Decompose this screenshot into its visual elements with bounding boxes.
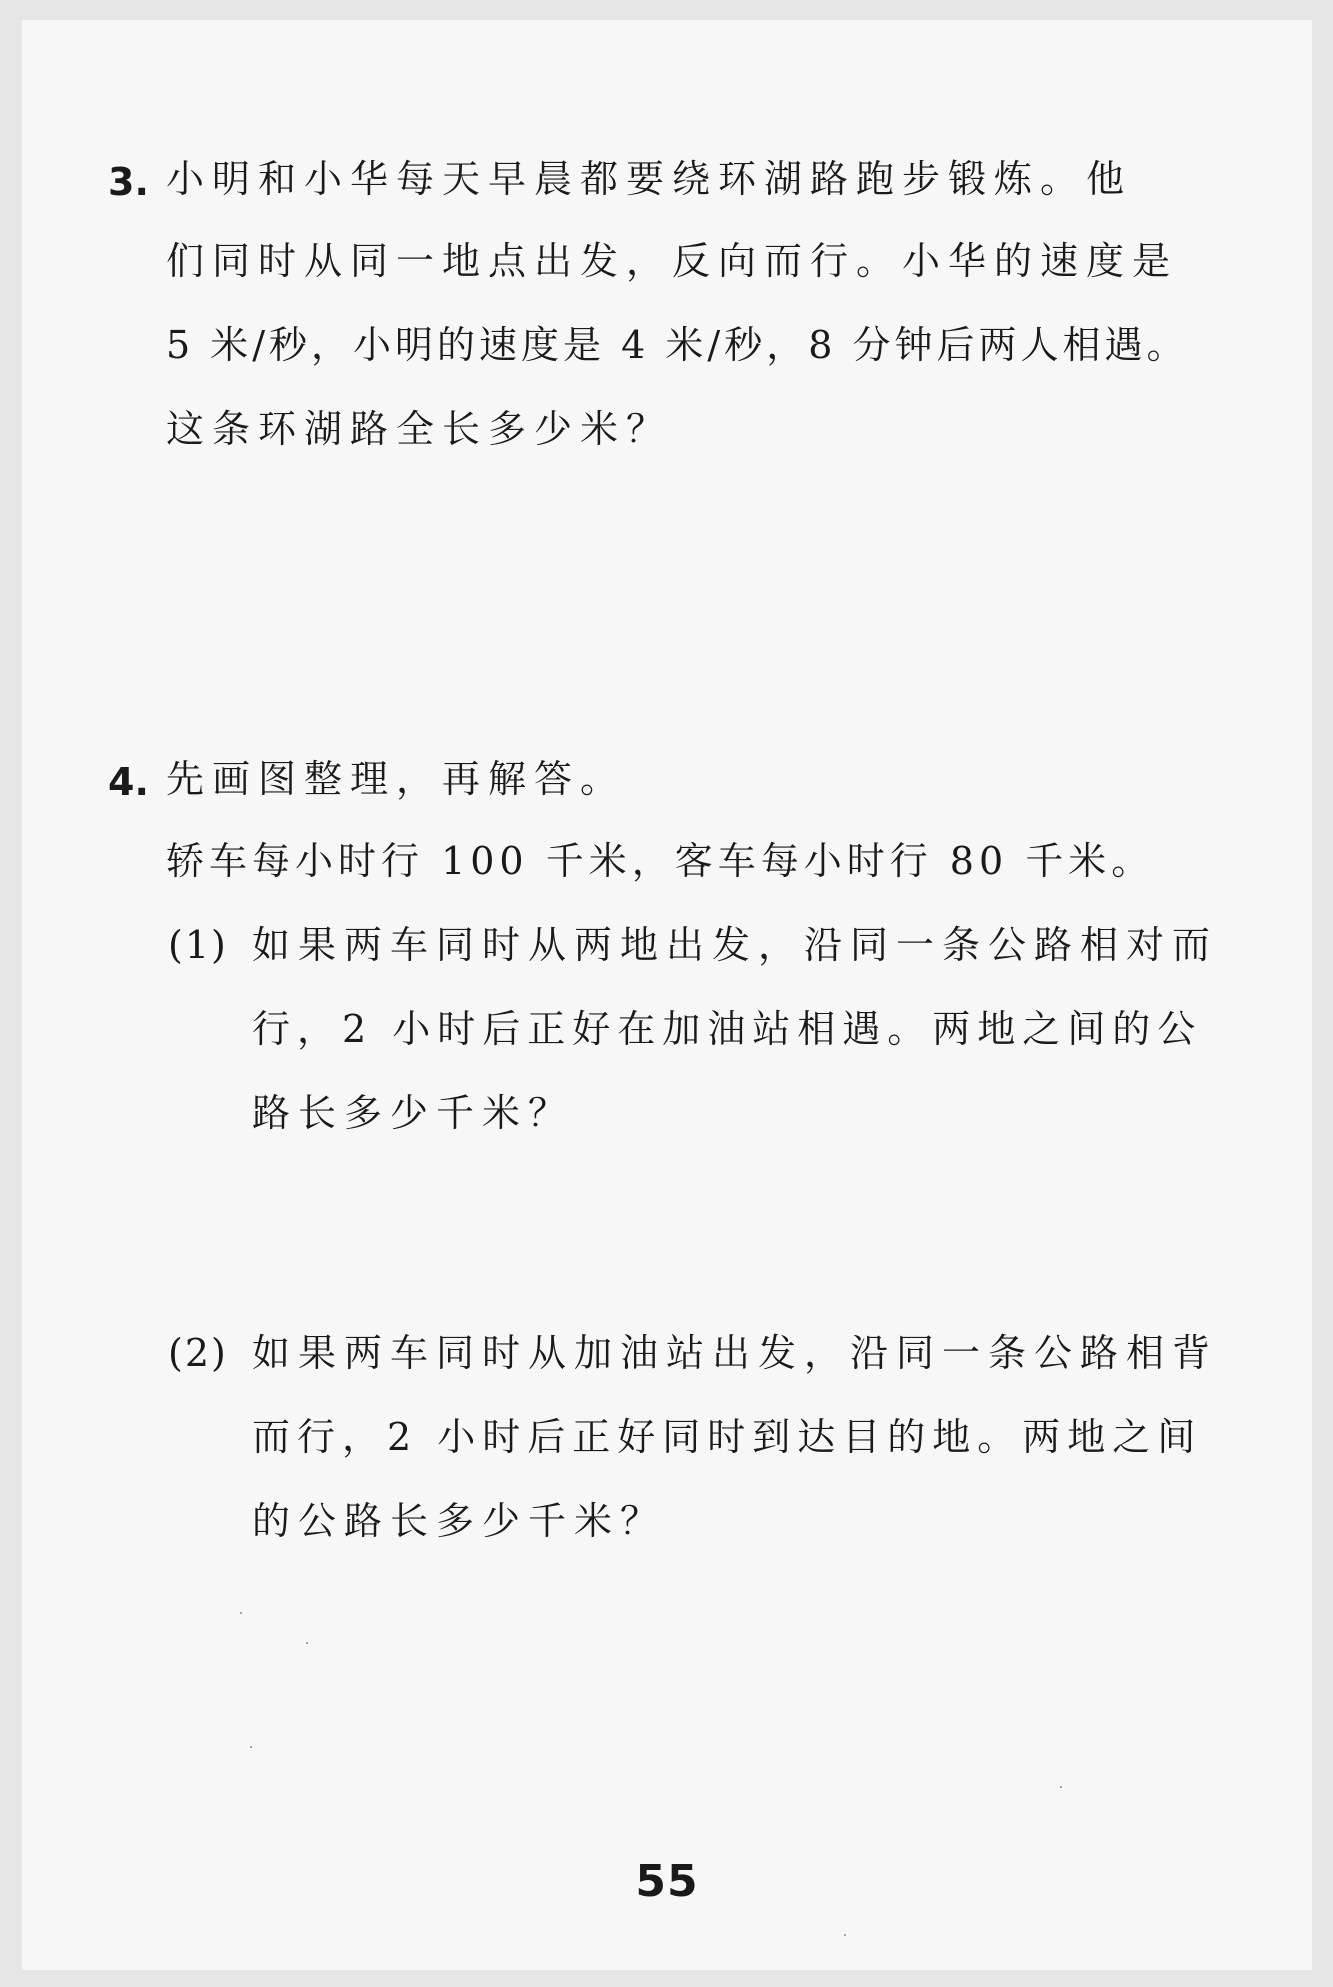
scan-speck [306,1642,308,1644]
scan-speck [240,1612,242,1614]
sub-question-text-line: 而行，2 小时后正好同时到达目的地。两地之间 [252,1415,1203,1459]
problem-number: 3. [108,160,149,204]
scan-speck [250,1746,252,1748]
problem-text-line: 5 米/秒，小明的速度是 4 米/秒，8 分钟后两人相遇。 [166,323,1189,367]
problem-number: 4. [108,760,149,804]
problem-given: 轿车每小时行 100 千米，客车每小时行 80 千米。 [166,839,1155,883]
sub-question-text-line: 如果两车同时从加油站出发，沿同一条公路相背 [252,1331,1219,1375]
sub-question-text-line: 行，2 小时后正好在加油站相遇。两地之间的公 [252,1007,1203,1051]
page-number: 55 [635,1856,699,1907]
sub-question-text-line: 如果两车同时从两地出发，沿同一条公路相对而 [252,923,1219,967]
scan-speck [844,1934,846,1936]
sub-question-text-line: 路长多少千米？ [252,1091,575,1135]
problem-text-line: 小明和小华每天早晨都要绕环湖路跑步锻炼。他 [166,157,1133,201]
problem-text-line: 这条环湖路全长多少米？ [166,407,673,451]
problem-text-line: 们同时从同一地点出发，反向而行。小华的速度是 [166,239,1179,283]
sub-question-label: (2) [168,1331,228,1375]
problem-instruction: 先画图整理，再解答。 [166,757,627,801]
workbook-page [22,20,1312,1970]
sub-question-text-line: 的公路长多少千米？ [252,1499,667,1543]
sub-question-label: (1) [168,923,228,967]
scan-speck [1060,1786,1062,1788]
